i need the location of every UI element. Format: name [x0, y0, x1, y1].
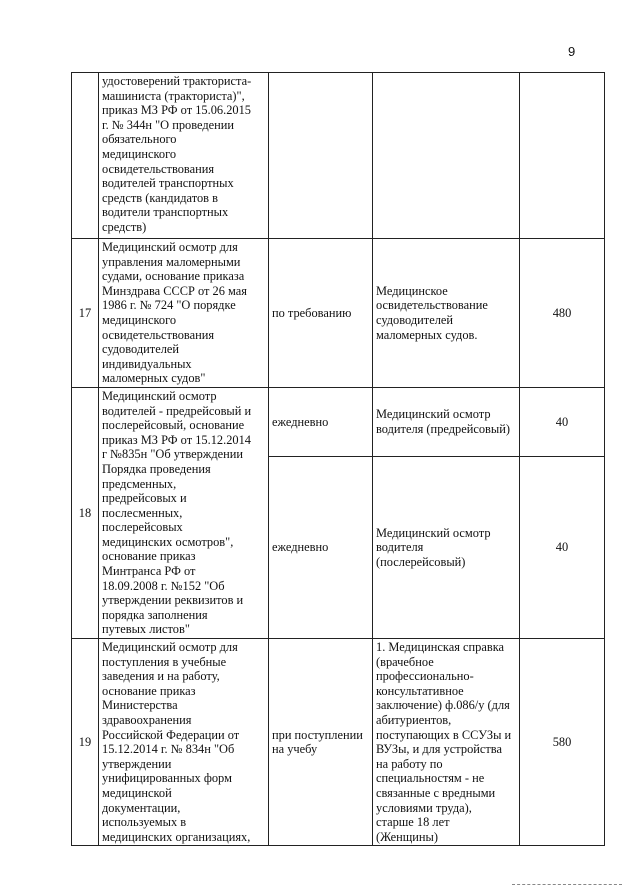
- frequency-cell: при поступлении на учебу: [269, 639, 373, 846]
- frequency-cell: по требованию: [269, 239, 373, 388]
- basis-cell: Медицинский осмотр для управления маломерными судами, основание приказа Минздрава СССР от 26 мая 1986 г. № 724 "О порядке медицинского освидетельствования судоводителей индивидуальных маломерных судов": [99, 239, 269, 388]
- service-cell: [373, 73, 520, 239]
- table-row: [72, 387, 605, 456]
- price-cell: [520, 73, 605, 239]
- frequency-cell: ежедневно: [269, 387, 373, 456]
- footer-rule: [512, 884, 622, 885]
- frequency-cell: [269, 73, 373, 239]
- service-cell: Медицинское освидетельствование судоводителей маломерных судов.: [373, 239, 520, 388]
- price-cell: 40: [520, 387, 605, 456]
- basis-cell: Медицинский осмотр для поступления в учебные заведения и на работу, основание приказ Министерства здравоохранения Российской Федерации от 15.12.2014 г. № 834н "Об утверждении унифицированных форм медицинской документации, используемых в медицинских организациях,: [99, 639, 269, 846]
- service-cell: Медицинский осмотр водителя (предрейсовый): [373, 387, 520, 456]
- basis-cell: удостоверений тракториста- машиниста (тракториста)", приказ МЗ РФ от 15.06.2015 г. № 344н "О проведении обязательного медицинского освидетельствования водителей транспортных средств (кандидатов в водители транспортных средств): [99, 73, 269, 239]
- table-row: [72, 239, 605, 388]
- price-cell: 40: [520, 456, 605, 638]
- services-table: [71, 72, 605, 846]
- price-cell: 480: [520, 239, 605, 388]
- frequency-cell: ежедневно: [269, 456, 373, 638]
- row-number-cell: [72, 73, 99, 239]
- service-cell: 1. Медицинская справка (врачебное профессионально- консультативное заключение) ф.086/у (для абитуриентов, поступающих в ССУЗы и ВУЗы, и для устройства на работу по специальностям - не связанные с вредными условиями труда), старше 18 лет (Женщины): [373, 639, 520, 846]
- basis-cell: Медицинский осмотр водителей - предрейсовый и послерейсовый, основание приказ МЗ РФ от 15.12.2014 г №835н "Об утверждении Порядка проведения предсменных, предрейсовых и послесменных, послерейсовых медицинских осмотров", основание приказ Минтранса РФ от 18.09.2008 г. №152 "Об утверждении реквизитов и порядка заполнения путевых листов": [99, 387, 269, 638]
- row-number-cell: 18: [72, 387, 99, 638]
- row-number-cell: 17: [72, 239, 99, 388]
- table-row: [72, 639, 605, 846]
- service-cell: Медицинский осмотр водителя (послерейсовый): [373, 456, 520, 638]
- row-number-cell: 19: [72, 639, 99, 846]
- price-cell: 580: [520, 639, 605, 846]
- table-row: [72, 73, 605, 239]
- page-number: 9: [568, 44, 576, 59]
